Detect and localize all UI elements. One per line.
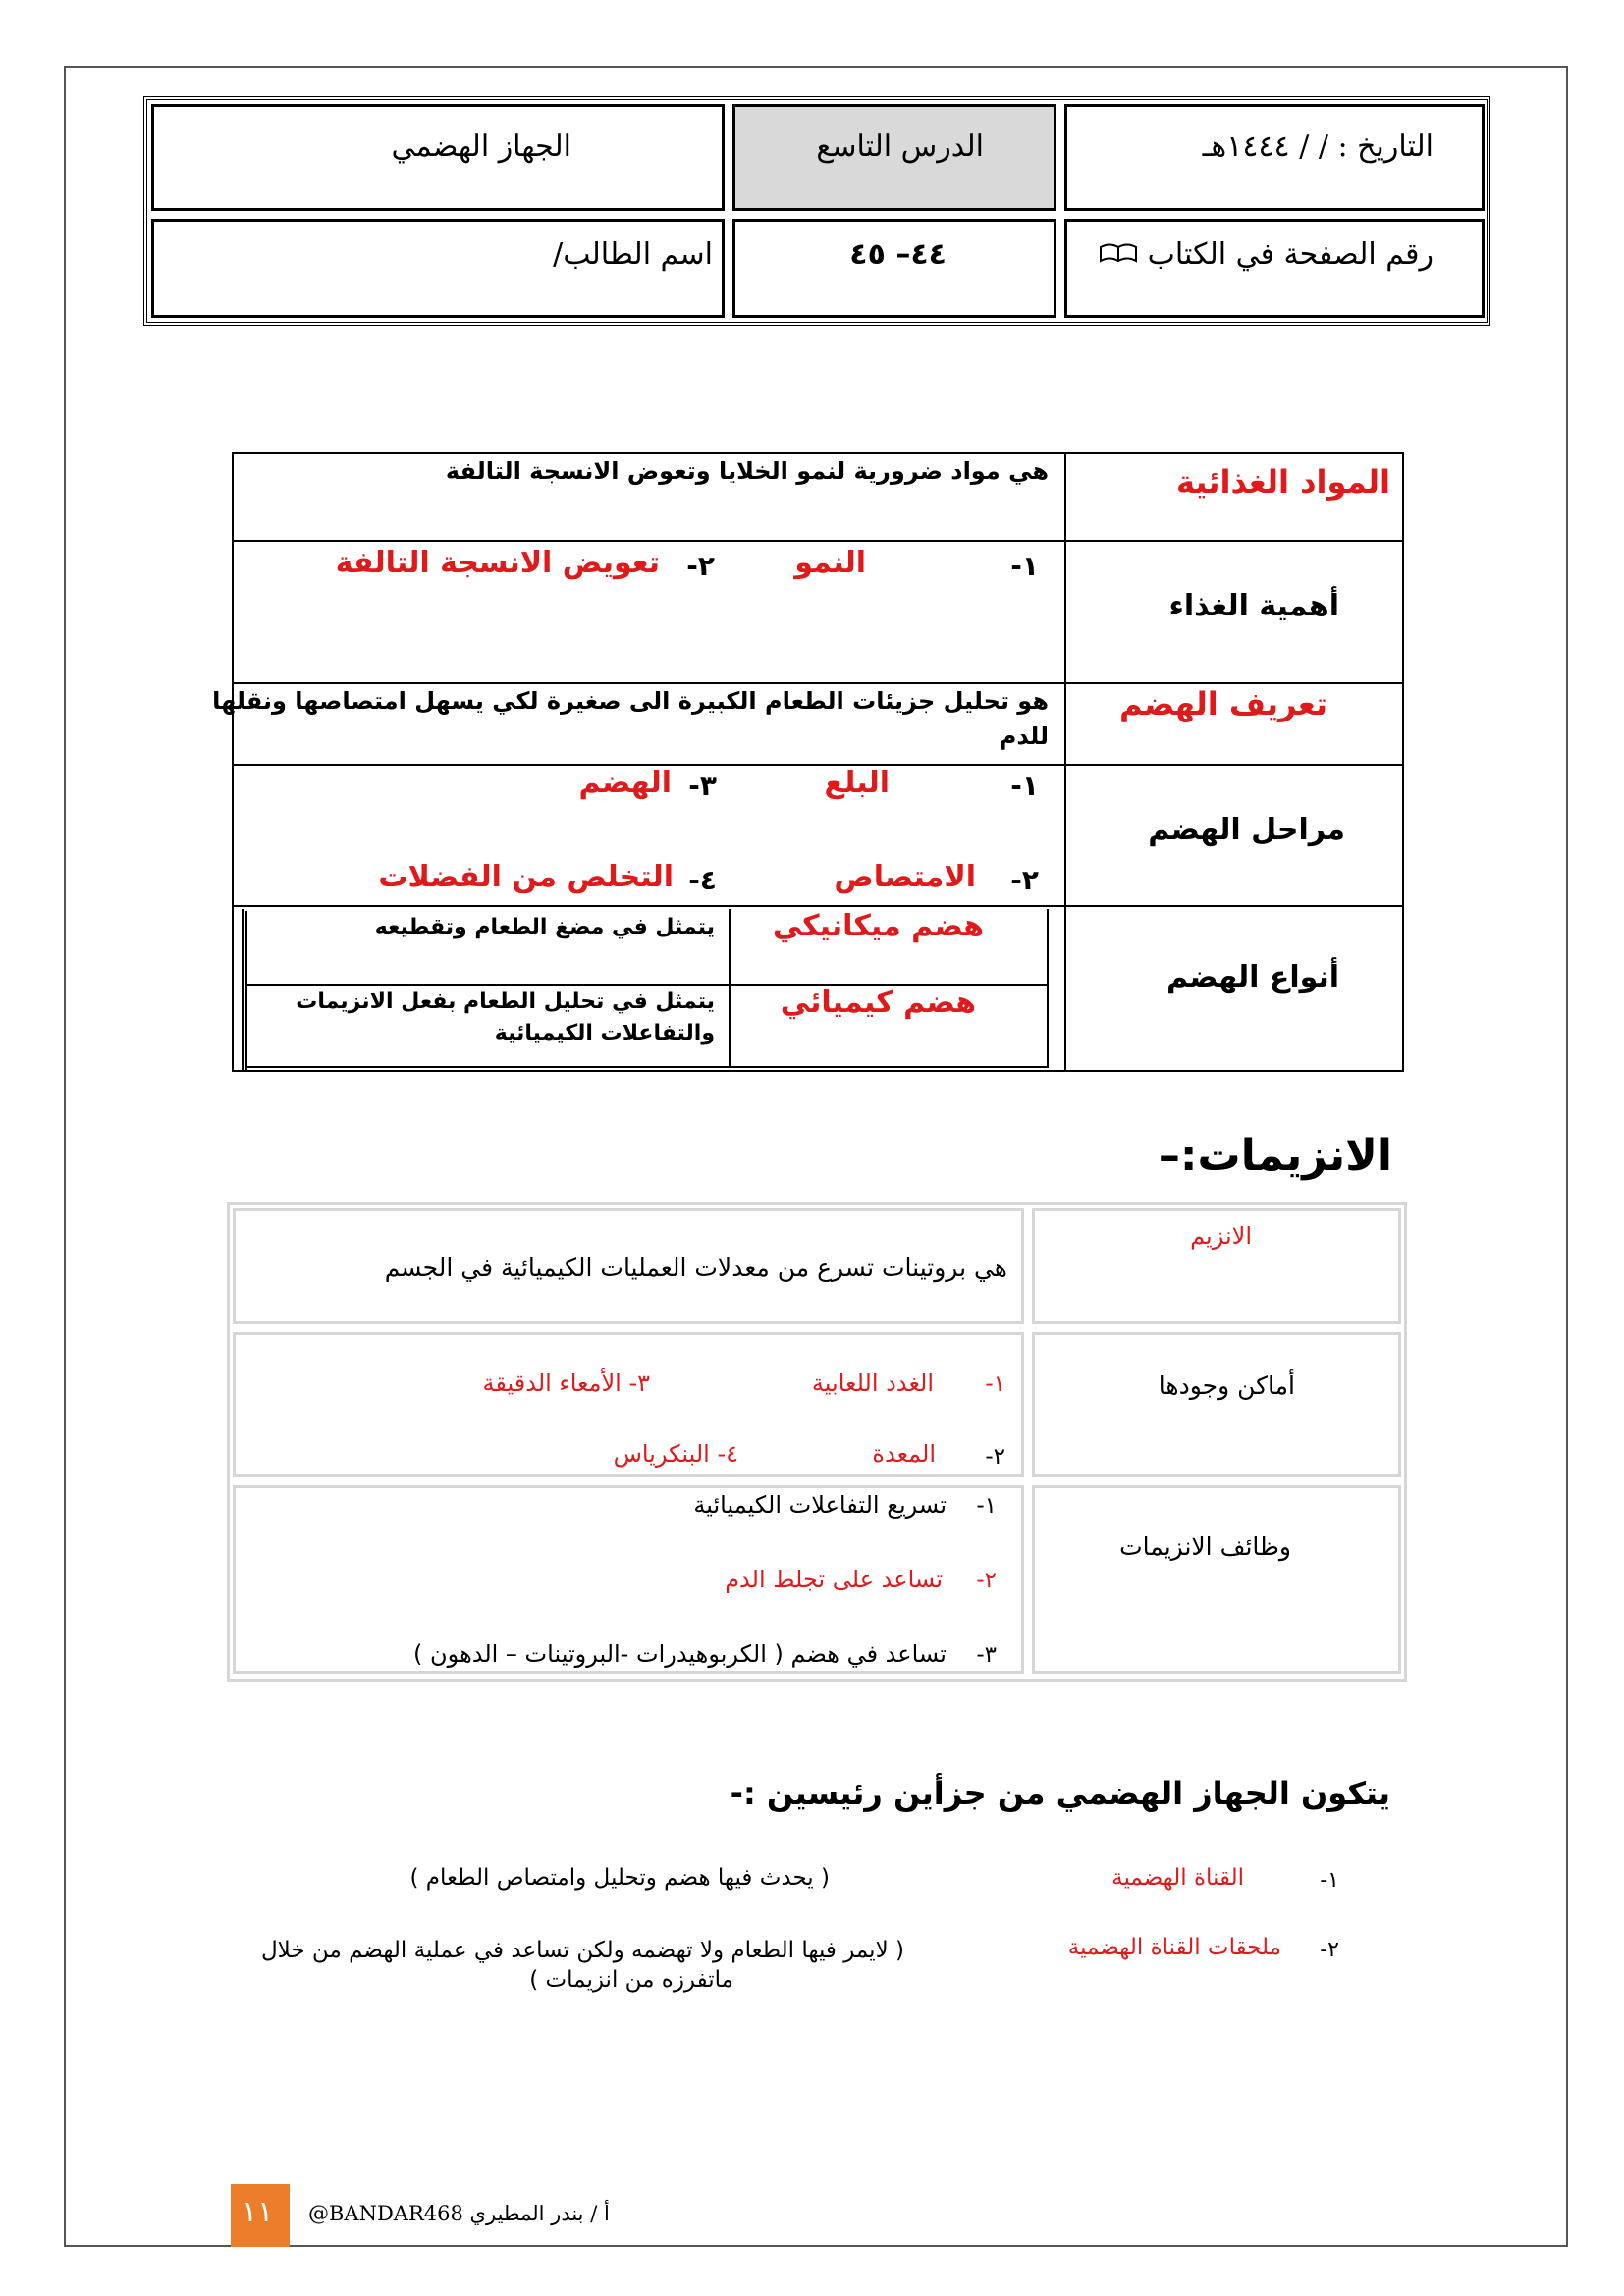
nutrients-definition: هي مواد ضرورية لنمو الخلايا وتعوض الانسجة التالفة	[445, 457, 1049, 485]
part-2-desc-line-1: ( لايمر فيها الطعام ولا تهضمه ولكن تساعد في عملية الهضم من خلال	[260, 1938, 904, 1963]
date-label: التاريخ : / / ١٤٤٤هـ	[1202, 130, 1434, 164]
enzymes-table	[227, 1202, 1407, 1682]
function-num-2: ٢-	[976, 1568, 997, 1593]
book-icon	[1099, 239, 1138, 273]
function-2: تساعد على تجلط الدم	[725, 1566, 943, 1593]
part-2-desc-line-2: ماتفرزه من انزيمات )	[529, 1967, 733, 1993]
nutrients-label: المواد الغذائية	[1175, 463, 1390, 501]
stage-num-2: ٢-	[1010, 864, 1039, 896]
stage-4: التخلص من الفضلات	[378, 860, 674, 894]
enzyme-definition: هي بروتينات تسرع من معدلات العمليات الكيميائية في الجسم	[384, 1254, 1007, 1282]
part-1: القناة الهضمية	[1111, 1865, 1244, 1891]
header-table	[143, 96, 1490, 326]
enzymes-heading: الانزيمات:–	[1158, 1131, 1392, 1181]
enzyme-functions-label: وظائف الانزيمات	[1119, 1532, 1291, 1561]
place-4: ٤- البنكرياس	[613, 1440, 738, 1468]
student-name-label: اسم الطالب/	[553, 238, 713, 272]
chemical-digestion-desc-1: يتمثل في تحليل الطعام بفعل الانزيمات	[296, 989, 715, 1014]
stages-label: مراحل الهضم	[1148, 813, 1345, 847]
digestion-definition-line-2: للدم	[999, 722, 1049, 750]
stage-num-1: ١-	[1010, 770, 1039, 802]
enzyme-places-label: أماكن وجودها	[1158, 1371, 1295, 1400]
function-num-3: ٣-	[976, 1642, 997, 1668]
part-1-desc: ( يحدث فيها هضم وتحليل وامتصاص الطعام )	[409, 1865, 830, 1891]
place-2: المعدة	[872, 1440, 936, 1468]
pages-value: ٤٤– ٤٥	[849, 238, 947, 272]
lesson-title: الدرس التاسع	[816, 130, 984, 164]
importance-num-1: ١-	[1010, 550, 1039, 582]
stage-3: الهضم	[578, 766, 672, 800]
stage-1: البلع	[824, 766, 890, 800]
author-credit: @BANDAR468 أ / بندر المطيري	[308, 2202, 610, 2225]
digestion-definition-label: تعريف الهضم	[1119, 685, 1327, 722]
importance-num-2: ٢-	[686, 550, 715, 582]
place-num-1: ١-	[985, 1371, 1005, 1397]
chemical-digestion-name: هضم كيميائي	[780, 986, 976, 1020]
page-number-label: رقم الصفحة في الكتاب	[1099, 238, 1434, 273]
part-num-1: ١-	[1320, 1868, 1339, 1893]
importance-item-1: النمو	[794, 546, 866, 580]
parts-heading: يتكون الجهاز الهضمي من جزأين رئيسين :-	[730, 1775, 1390, 1812]
mechanical-digestion-name: هضم ميكانيكي	[772, 909, 984, 943]
place-num-2: ٢-	[985, 1444, 1005, 1469]
importance-item-2: تعويض الانسجة التالفة	[335, 546, 660, 580]
place-1: الغدد اللعابية	[811, 1369, 934, 1397]
function-num-1: ١-	[976, 1493, 997, 1519]
chemical-digestion-desc-2: والتفاعلات الكيميائية	[494, 1021, 715, 1045]
types-label: أنواع الهضم	[1165, 960, 1339, 994]
stage-2: الامتصاص	[834, 860, 976, 894]
topic-title: الجهاز الهضمي	[391, 130, 571, 164]
part-num-2: ٢-	[1320, 1938, 1339, 1962]
mechanical-digestion-desc: يتمثل في مضغ الطعام وتقطيعه	[374, 915, 715, 939]
nutrition-table	[212, 452, 1404, 1072]
page-number: ١١	[242, 2195, 274, 2229]
stage-num-3: ٣-	[688, 770, 717, 802]
part-2: ملحقات القناة الهضمية	[1067, 1935, 1281, 1960]
importance-label: أهمية الغذاء	[1168, 589, 1339, 623]
digestion-definition-line-1: هو تحليل جزيئات الطعام الكبيرة الى صغيرة لكي يسهل امتصاصها ونقلها	[212, 687, 1049, 715]
enzyme-label: الانزيم	[1190, 1222, 1252, 1250]
stage-num-4: ٤-	[688, 864, 717, 896]
place-3: ٣- الأمعاء الدقيقة	[482, 1369, 650, 1397]
function-3: تساعد في هضم ( الكربوهيدرات -البروتينات – الدهون )	[413, 1640, 947, 1668]
function-1: تسريع التفاعلات الكيميائية	[693, 1491, 947, 1519]
